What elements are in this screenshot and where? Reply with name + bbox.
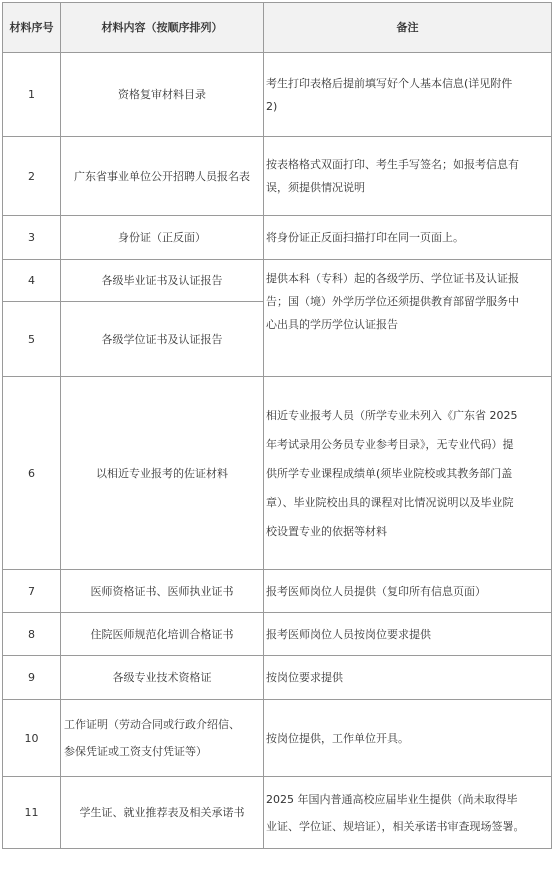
header-note: 备注 [264, 3, 552, 53]
note-cell: 按岗位要求提供 [264, 656, 552, 700]
note-cell: 提供本科（专科）起的各级学历、学位证书及认证报 告；国（境）外学历学位还须提供教育部留学服务中 心出具的学历学位认证报告 [264, 260, 552, 377]
row-number: 11 [3, 777, 61, 849]
table-header-row [3, 3, 552, 53]
note-cell: 2025 年国内普通高校应届毕业生提供（尚未取得毕 业证、学位证、规培证），相关承诺书审查现场签署。 [264, 777, 552, 849]
table-row [3, 570, 552, 613]
note-cell: 将身份证正反面扫描打印在同一页面上。 [264, 216, 552, 260]
note-cell: 按岗位提供，工作单位开具。 [264, 700, 552, 777]
material-name: 工作证明（劳动合同或行政介绍信、 参保凭证或工资支付凭证等） [61, 700, 264, 777]
row-number: 3 [3, 216, 61, 260]
table-row [3, 260, 552, 302]
material-name: 学生证、就业推荐表及相关承诺书 [61, 777, 264, 849]
row-number: 1 [3, 53, 61, 137]
note-cell: 报考医师岗位人员提供（复印所有信息页面） [264, 570, 552, 613]
row-number: 5 [3, 302, 61, 377]
material-name: 以相近专业报考的佐证材料 [61, 377, 264, 570]
material-name: 医师资格证书、医师执业证书 [61, 570, 264, 613]
note-cell: 相近专业报考人员（所学专业未列入《广东省 2025 年考试录用公务员专业参考目录》，无专业代码）提 供所学专业课程成绩单(须毕业院校或其教务部门盖 章）、毕业院校出具的课程对比情况说明以及毕业院 校设置专业的依据等材料 [264, 377, 552, 570]
table-row [3, 656, 552, 700]
row-number: 7 [3, 570, 61, 613]
material-name: 住院医师规范化培训合格证书 [61, 613, 264, 656]
material-name: 资格复审材料目录 [61, 53, 264, 137]
material-name: 身份证（正反面） [61, 216, 264, 260]
row-number: 8 [3, 613, 61, 656]
row-number: 6 [3, 377, 61, 570]
table-row [3, 377, 552, 570]
row-number: 9 [3, 656, 61, 700]
note-cell: 报考医师岗位人员按岗位要求提供 [264, 613, 552, 656]
header-material: 材料内容（按顺序排列） [61, 3, 264, 53]
table-row [3, 216, 552, 260]
table-row [3, 53, 552, 137]
row-number: 4 [3, 260, 61, 302]
material-name: 广东省事业单位公开招聘人员报名表 [61, 137, 264, 216]
header-no: 材料序号 [3, 3, 61, 53]
note-cell: 考生打印表格后提前填写好个人基本信息(详见附件 2) [264, 53, 552, 137]
table-row [3, 700, 552, 777]
row-number: 10 [3, 700, 61, 777]
material-name: 各级学位证书及认证报告 [61, 302, 264, 377]
row-number: 2 [3, 137, 61, 216]
table-row [3, 137, 552, 216]
table-row [3, 777, 552, 849]
material-name: 各级专业技术资格证 [61, 656, 264, 700]
table-row [3, 613, 552, 656]
note-cell: 按表格格式双面打印、考生手写签名；如报考信息有 误，须提供情况说明 [264, 137, 552, 216]
materials-table [2, 2, 552, 849]
material-name: 各级毕业证书及认证报告 [61, 260, 264, 302]
